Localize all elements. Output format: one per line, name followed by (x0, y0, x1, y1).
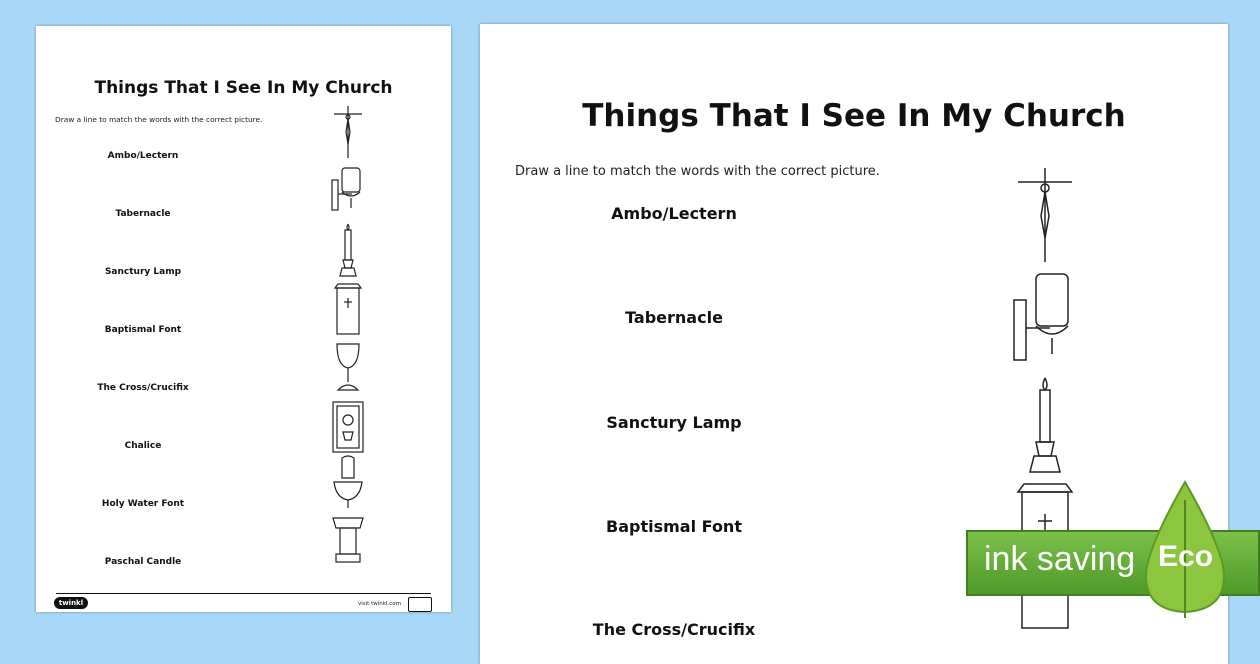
preview-label-sanctuary-lamp: Sanctury Lamp (606, 413, 742, 432)
label-ambo: Ambo/Lectern (107, 151, 179, 161)
paschal-candle-icon-large (1010, 376, 1080, 474)
footer-badge-icon (408, 597, 432, 612)
crucifix-icon (330, 104, 366, 160)
paschal-candle-icon (330, 222, 366, 278)
tabernacle-icon (330, 398, 366, 456)
label-sanctuary-lamp: Sanctury Lamp (104, 267, 182, 277)
ink-saving-text: ink saving (984, 540, 1136, 578)
label-baptismal-font: Baptismal Font (104, 325, 182, 335)
worksheet-title: Things That I See In My Church (94, 78, 393, 98)
visit-link-text: visit twinkl.com (358, 601, 401, 607)
preview-label-ambo: Ambo/Lectern (611, 204, 737, 223)
footer-rule (56, 593, 431, 594)
preview-title: Things That I See In My Church (582, 98, 1126, 134)
baptismal-font-icon (330, 512, 366, 566)
worksheet-thumbnail (36, 26, 451, 612)
sanctuary-lamp-icon-large (1010, 268, 1080, 368)
eco-label: Eco (1158, 540, 1214, 573)
label-crucifix: The Cross/Crucifix (97, 383, 189, 393)
twinkl-logo: twinkl (54, 597, 88, 609)
label-holy-water-font: Holy Water Font (101, 499, 185, 509)
worksheet-instruction: Draw a line to match the words with the correct picture. (55, 115, 263, 124)
preview-instruction: Draw a line to match the words with the correct picture. (515, 164, 880, 179)
sanctuary-lamp-icon (330, 164, 366, 218)
chalice-icon (330, 338, 366, 394)
crucifix-icon-large (1010, 164, 1080, 264)
preview-label-baptismal-font: Baptismal Font (606, 517, 742, 536)
label-tabernacle: Tabernacle (115, 209, 171, 219)
ambo-icon (330, 280, 366, 338)
label-paschal-candle: Paschal Candle (104, 557, 182, 567)
holy-water-font-icon (330, 454, 366, 512)
preview-label-tabernacle: Tabernacle (625, 308, 723, 327)
label-chalice: Chalice (124, 441, 162, 451)
preview-label-crucifix: The Cross/Crucifix (592, 620, 756, 639)
